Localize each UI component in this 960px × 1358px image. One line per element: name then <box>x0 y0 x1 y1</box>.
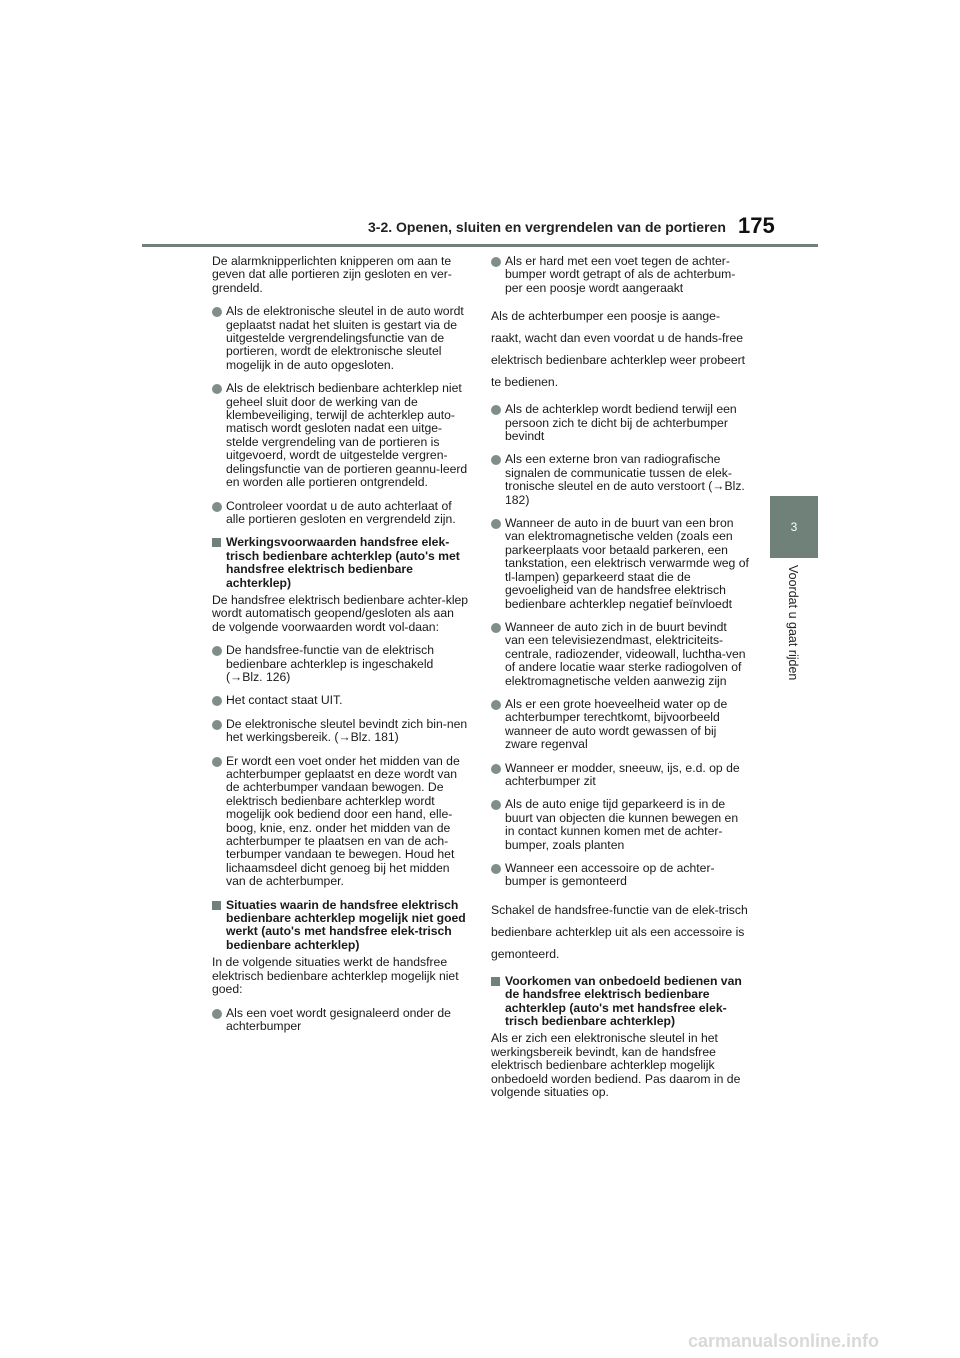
bullet-item: Wanneer de auto zich in de buurt bevindt van een televisiezendmast, elektriciteits-centrale, radiozender, videowall, luchtha-ven of andere locatie waar sterke radiogolven of elektromagnetische velden aanwezig zijn <box>491 621 749 688</box>
bullet-item: Als de auto enige tijd geparkeerd is in de buurt van objecten die kunnen bewegen en in contact kunnen komen met de achter-bumper, zoals planten <box>491 798 749 852</box>
paragraph: Schakel de handsfree-functie van de elek-trisch bedienbare achterklep uit als een accessoire is gemonteerd. <box>491 902 748 961</box>
bullet-item: Als er een grote hoeveelheid water op de achterbumper terechtkomt, bijvoorbeeld wanneer de auto wordt gewassen of bij zware regenval <box>491 698 749 752</box>
bullet-item: Wanneer een accessoire op de achter-bumper is gemonteerd <box>491 862 749 889</box>
chapter-tab[interactable] <box>770 496 818 558</box>
page-number: 175 <box>738 213 775 238</box>
bullet-item: Het contact staat UIT. <box>212 694 470 707</box>
right-column <box>491 255 749 1109</box>
bullet-item: Als er hard met een voet tegen de achter-bumper wordt getrapt of als de achterbum-per een poosje wordt aangeraakt <box>491 255 749 295</box>
paragraph: De handsfree elektrisch bedienbare achter-klep wordt automatisch geopend/gesloten als aan de volgende voorwaarden wordt vol-daan: <box>212 592 469 634</box>
bullet-item: Als de elektronische sleutel in de auto wordt geplaatst nadat het sluiten is gestart via de uitgestelde vergrendelingsfunctie van de portieren, wordt de elektronische sleutel mogelijk in de auto opgesloten. <box>212 305 470 372</box>
chapter-label: Voordat u gaat rijden <box>786 565 800 681</box>
bullet-item: Als een externe bron van radiografische signalen de communicatie tussen de elek-tronische sleutel en de auto verstoort (→Blz. 182) <box>491 453 749 507</box>
bullet-item: Wanneer de auto in de buurt van een bron van elektromagnetische velden (zoals een parkeerplaats voor betaald parkeren, een tankstation, een elektrisch verwarmde weg of tl-lampen) geparkeerd staat die de gevoeligheid van de handsfree elektrisch bedienbare achterklep negatief beïnvloedt <box>491 517 749 611</box>
section-heading: Werkingsvoorwaarden handsfree elek-trisch bedienbare achterklep (auto's met handsfree elektrisch bedienbare achterklep) <box>212 536 470 590</box>
bullet-item: Er wordt een voet onder het midden van de achterbumper geplaatst en deze wordt van de achterbumper vandaan bewogen. De elektrisch bedienbare achterklep wordt mogelijk ook bediend door een hand, elle-boog, knie, enz. onder het midden van de achterbumper te plaatsen en van de ach-terbumper vandaan te bewegen. Houd het lichaamsdeel dicht genoeg bij het midden van de achterbumper. <box>212 755 470 889</box>
bullet-item: De handsfree-functie van de elektrisch bedienbare achterklep is ingeschakeld (→Blz. 126) <box>212 644 470 684</box>
watermark: carmanualsonline.info <box>688 1331 880 1351</box>
bullet-item: Controleer voordat u de auto achterlaat of alle portieren gesloten en vergrendeld zijn. <box>212 500 470 527</box>
bullet-item: De elektronische sleutel bevindt zich bin-nen het werkingsbereik. (→Blz. 181) <box>212 718 470 745</box>
paragraph: In de volgende situaties werkt de handsfree elektrisch bedienbare achterklep mogelijk niet goed: <box>212 955 459 997</box>
bullet-item: Als een voet wordt gesignaleerd onder de achterbumper <box>212 1007 470 1034</box>
left-column <box>212 255 470 1043</box>
bullet-item: Als de achterklep wordt bediend terwijl een persoon zich te dicht bij de achterbumper bevindt <box>491 403 749 443</box>
paragraph: Als er zich een elektronische sleutel in het werkingsbereik bevindt, kan de handsfree elektrisch bedienbare achterklep mogelijk onbedoeld worden bediend. Pas daarom in de volgende situaties op. <box>491 1031 741 1100</box>
header-title: 3-2. Openen, sluiten en vergrendelen van de portieren <box>368 219 726 235</box>
section-heading: Voorkomen van onbedoeld bedienen van de handsfree elektrisch bedienbare achterklep (auto's met handsfree elek-trisch bedienbare achterklep) <box>491 975 749 1029</box>
chapter-number: 3 <box>790 520 798 534</box>
bullet-item: Wanneer er modder, sneeuw, ijs, e.d. op de achterbumper zit <box>491 762 749 789</box>
paragraph: Als de achterbumper een poosje is aange-raakt, wacht dan even voordat u de hands-free elektrisch bedienbare achterklep weer probeert te bedienen. <box>491 309 746 390</box>
paragraph: De alarmknipperlichten knipperen om aan te geven dat alle portieren zijn gesloten en ver-grendeld. <box>212 254 452 295</box>
bullet-item: Als de elektrisch bedienbare achterklep niet geheel sluit door de werking van de klembeveiliging, terwijl de achterklep auto-matisch wordt gesloten nadat een uitge-stelde vergrendeling van de portieren is uitgevoerd, wordt de uitgestelde vergren-delingsfunctie van de portieren geannu-leerd en worden alle portieren ontgrendeld. <box>212 382 470 489</box>
header-rule <box>142 244 818 247</box>
section-heading: Situaties waarin de handsfree elektrisch bedienbare achterklep mogelijk niet goed werkt (auto's met handsfree elek-trisch bedienbare achterklep) <box>212 899 470 953</box>
